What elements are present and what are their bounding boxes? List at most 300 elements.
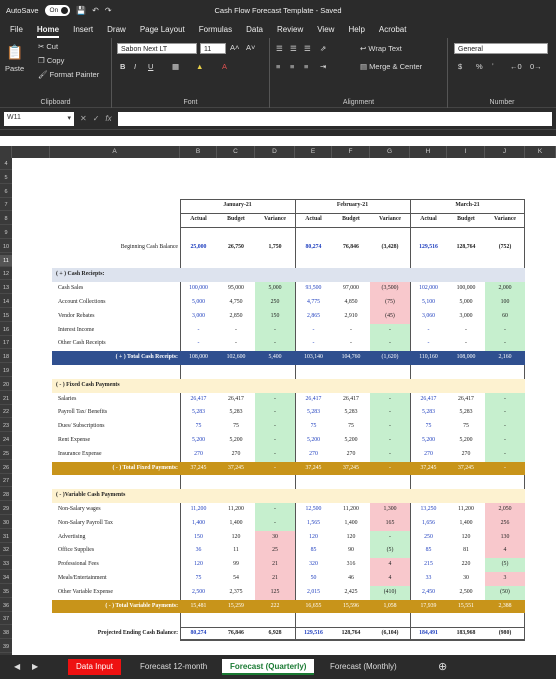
row-label[interactable]: Office Supplies bbox=[58, 547, 95, 554]
row-label[interactable]: Cash Sales bbox=[58, 285, 84, 292]
row-header[interactable]: 29 bbox=[0, 503, 12, 515]
value-cell[interactable]: 270 bbox=[346, 450, 356, 457]
value-cell[interactable]: 120 bbox=[194, 561, 203, 568]
value-cell[interactable]: 5,283 bbox=[229, 409, 243, 416]
variance-cell[interactable]: 2,050 bbox=[498, 506, 512, 512]
value-cell[interactable]: 11,200 bbox=[190, 506, 207, 512]
row-header[interactable]: 13 bbox=[0, 282, 12, 294]
value-cell[interactable]: 100,000 bbox=[189, 285, 208, 292]
value-cell[interactable]: 1,400 bbox=[459, 519, 473, 526]
row-header[interactable]: 27 bbox=[0, 475, 12, 487]
value-cell[interactable]: 320 bbox=[309, 561, 318, 568]
variance-cell[interactable]: 30 bbox=[272, 533, 278, 540]
align-bottom-icon[interactable]: ☰ bbox=[304, 44, 311, 53]
value-cell[interactable]: - bbox=[465, 340, 467, 347]
beginning-label[interactable]: Beginning Cash Balance bbox=[120, 243, 178, 250]
total-value[interactable]: 16,655 bbox=[305, 602, 322, 609]
row-header[interactable]: 33 bbox=[0, 558, 12, 570]
row-label[interactable]: Rent Expense bbox=[58, 437, 91, 443]
menu-view[interactable]: View bbox=[317, 25, 335, 34]
orientation-icon[interactable]: ⇗ bbox=[320, 44, 327, 53]
value-cell[interactable]: 5,000 bbox=[191, 299, 206, 305]
value-cell[interactable]: 120 bbox=[346, 533, 356, 540]
value-cell[interactable]: 30 bbox=[463, 575, 469, 581]
value-cell[interactable]: 1,400 bbox=[344, 519, 358, 526]
value-cell[interactable]: 2,015 bbox=[306, 588, 321, 595]
total-value[interactable]: 37,245 bbox=[228, 464, 244, 471]
currency-button[interactable]: $ bbox=[458, 62, 463, 71]
value-cell[interactable]: 90 bbox=[348, 547, 354, 554]
value-cell[interactable]: 54 bbox=[233, 575, 239, 581]
value-cell[interactable]: 316 bbox=[346, 561, 356, 568]
row-header[interactable]: 34 bbox=[0, 572, 12, 584]
menu-file[interactable]: File bbox=[10, 25, 23, 34]
value-cell[interactable]: 5,200 bbox=[229, 437, 243, 443]
value-cell[interactable]: 270 bbox=[231, 450, 241, 457]
total-value[interactable]: 103,140 bbox=[304, 354, 323, 361]
month-header[interactable]: February-21 bbox=[336, 202, 369, 209]
value-cell[interactable]: 75 bbox=[425, 423, 432, 430]
variance-cell[interactable]: 100 bbox=[500, 299, 510, 305]
scroll-right-icon[interactable]: ▶ bbox=[32, 662, 39, 671]
column-subheader[interactable]: Budget bbox=[342, 216, 360, 223]
ending-value[interactable]: 184,491 bbox=[419, 630, 438, 637]
column-subheader[interactable]: Actual bbox=[305, 216, 322, 223]
value-cell[interactable]: 75 bbox=[195, 423, 202, 430]
value-cell[interactable]: 36 bbox=[195, 547, 202, 554]
confirm-icon[interactable]: ✓ bbox=[92, 114, 100, 123]
value-cell[interactable]: 2,500 bbox=[459, 588, 473, 595]
value-cell[interactable]: - bbox=[197, 340, 200, 347]
variance-cell[interactable]: 4 bbox=[388, 575, 392, 581]
value-cell[interactable]: 5,283 bbox=[459, 409, 473, 416]
font-color-icon[interactable]: A bbox=[222, 62, 228, 71]
variance-cell[interactable]: - bbox=[389, 395, 391, 402]
variance-cell[interactable]: - bbox=[389, 340, 391, 347]
variance-cell[interactable]: 150 bbox=[270, 312, 280, 319]
variance-cell[interactable]: - bbox=[504, 450, 506, 457]
variance-cell[interactable]: 165 bbox=[385, 519, 395, 526]
value-cell[interactable]: 4,850 bbox=[344, 299, 358, 305]
value-cell[interactable]: - bbox=[312, 326, 315, 333]
row-header[interactable]: 32 bbox=[0, 544, 12, 556]
variance-cell[interactable]: - bbox=[389, 409, 391, 416]
value-cell[interactable]: 150 bbox=[194, 533, 203, 540]
value-cell[interactable]: 5,200 bbox=[344, 437, 358, 443]
value-cell[interactable]: 5,283 bbox=[191, 409, 206, 416]
align-top-icon[interactable]: ☰ bbox=[276, 44, 283, 53]
value-cell[interactable]: 2,450 bbox=[421, 588, 436, 595]
variance-cell[interactable]: - bbox=[504, 395, 506, 402]
column-subheader[interactable]: Actual bbox=[190, 216, 207, 223]
wrap-text-button[interactable]: ↩ Wrap Text bbox=[360, 44, 402, 53]
row-label[interactable]: Insurance Expense bbox=[58, 450, 102, 457]
row-header[interactable]: 35 bbox=[0, 586, 12, 598]
column-header[interactable]: B bbox=[180, 146, 217, 158]
variance-cell[interactable]: 5,000 bbox=[268, 285, 282, 292]
variance-cell[interactable]: - bbox=[389, 450, 391, 457]
variance-cell[interactable]: - bbox=[274, 423, 276, 430]
column-subheader[interactable]: Actual bbox=[420, 216, 437, 223]
row-header[interactable]: 39 bbox=[0, 641, 12, 653]
value-cell[interactable]: 46 bbox=[348, 575, 354, 581]
ending-value[interactable]: 76,846 bbox=[228, 630, 244, 637]
variance-cell[interactable]: 125 bbox=[270, 588, 280, 595]
undo-icon[interactable]: ↶ bbox=[92, 5, 99, 15]
value-cell[interactable]: 12,500 bbox=[305, 506, 322, 512]
row-label[interactable]: Payroll Tax/ Benefits bbox=[58, 409, 108, 416]
total-value[interactable]: (1,620) bbox=[381, 354, 399, 361]
row-header[interactable]: 19 bbox=[0, 365, 12, 377]
value-cell[interactable]: 11,200 bbox=[343, 506, 359, 512]
value-cell[interactable]: 120 bbox=[461, 533, 471, 540]
value-cell[interactable]: - bbox=[427, 340, 430, 347]
variance-cell[interactable]: 130 bbox=[500, 533, 510, 540]
comma-button[interactable]: ʼ bbox=[492, 62, 494, 71]
beginning-value[interactable]: 1,750 bbox=[268, 243, 282, 250]
value-cell[interactable]: 1,400 bbox=[191, 519, 206, 526]
row-label[interactable]: Vendor Rebates bbox=[58, 312, 95, 319]
value-cell[interactable]: 4,750 bbox=[229, 299, 243, 305]
value-cell[interactable]: 120 bbox=[309, 533, 318, 540]
section-header[interactable]: ( - )Variable Cash Payments bbox=[56, 492, 126, 499]
value-cell[interactable]: 33 bbox=[425, 575, 432, 581]
row-header[interactable]: 36 bbox=[0, 600, 12, 612]
variance-cell[interactable]: - bbox=[274, 437, 276, 443]
value-cell[interactable]: 81 bbox=[463, 547, 469, 554]
menu-insert[interactable]: Insert bbox=[73, 25, 94, 34]
add-sheet-icon[interactable]: ⊕ bbox=[438, 661, 448, 673]
value-cell[interactable]: 2,910 bbox=[344, 312, 358, 319]
variance-cell[interactable]: 250 bbox=[270, 299, 280, 305]
total-value[interactable]: 2,388 bbox=[498, 602, 512, 609]
beginning-value[interactable]: (3,428) bbox=[381, 243, 399, 250]
total-label[interactable]: ( - ) Total Fixed Payments: bbox=[112, 464, 178, 471]
underline-button[interactable]: U bbox=[148, 62, 154, 71]
row-header[interactable]: 5 bbox=[0, 172, 12, 184]
variance-cell[interactable]: 256 bbox=[500, 519, 510, 526]
variance-cell[interactable]: (410) bbox=[383, 588, 397, 595]
menu-home[interactable]: Home bbox=[37, 25, 59, 38]
number-format-select[interactable]: General bbox=[454, 43, 548, 54]
variance-cell[interactable]: - bbox=[274, 409, 276, 416]
menu-formulas[interactable]: Formulas bbox=[198, 25, 233, 34]
variance-cell[interactable]: 21 bbox=[272, 561, 278, 568]
variance-cell[interactable]: - bbox=[389, 326, 391, 333]
value-cell[interactable]: 102,000 bbox=[419, 285, 438, 292]
value-cell[interactable]: 250 bbox=[424, 533, 433, 540]
total-value[interactable]: 104,760 bbox=[341, 354, 361, 361]
ending-value[interactable]: (980) bbox=[498, 630, 512, 637]
ending-value[interactable]: 183,968 bbox=[456, 630, 476, 637]
row-label[interactable]: Other Variable Expense bbox=[58, 588, 113, 595]
align-left-icon[interactable]: ≡ bbox=[276, 62, 281, 71]
value-cell[interactable]: 75 bbox=[463, 423, 469, 430]
beginning-value[interactable]: 25,000 bbox=[190, 243, 207, 250]
value-cell[interactable]: 85 bbox=[425, 547, 432, 554]
column-subheader[interactable]: Variance bbox=[378, 216, 401, 223]
variance-cell[interactable]: - bbox=[504, 340, 506, 347]
value-cell[interactable]: 99 bbox=[233, 561, 239, 568]
value-cell[interactable]: - bbox=[197, 326, 200, 333]
column-header[interactable]: E bbox=[295, 146, 332, 158]
row-header[interactable]: 12 bbox=[0, 268, 12, 280]
variance-cell[interactable]: (3,500) bbox=[381, 285, 399, 292]
variance-cell[interactable]: 2,000 bbox=[498, 285, 512, 292]
font-size-select[interactable]: 11 bbox=[200, 43, 226, 54]
variance-cell[interactable]: - bbox=[389, 437, 391, 443]
value-cell[interactable]: 2,425 bbox=[344, 588, 358, 595]
row-header[interactable]: 25 bbox=[0, 448, 12, 460]
row-label[interactable]: Professional Fees bbox=[58, 561, 99, 568]
row-label[interactable]: Account Collections bbox=[58, 299, 106, 305]
autosave-toggle[interactable]: On bbox=[45, 5, 71, 16]
value-cell[interactable]: 270 bbox=[309, 450, 318, 457]
beginning-value[interactable]: 80,274 bbox=[305, 243, 322, 250]
row-header[interactable]: 14 bbox=[0, 296, 12, 308]
row-header[interactable]: 7 bbox=[0, 199, 12, 211]
tab-forecast-monthly[interactable]: Forecast (Monthly) bbox=[330, 662, 397, 671]
ending-value[interactable]: (6,104) bbox=[381, 630, 399, 637]
value-cell[interactable]: 13,250 bbox=[420, 506, 437, 512]
menu-review[interactable]: Review bbox=[277, 25, 304, 34]
column-subheader[interactable]: Budget bbox=[457, 216, 475, 223]
variance-cell[interactable]: - bbox=[504, 423, 506, 430]
value-cell[interactable]: 85 bbox=[310, 547, 317, 554]
redo-icon[interactable]: ↷ bbox=[104, 5, 112, 15]
value-cell[interactable]: 26,417 bbox=[343, 395, 359, 402]
grow-font-button[interactable]: A˄ bbox=[230, 43, 240, 52]
value-cell[interactable]: - bbox=[465, 326, 467, 333]
merge-center-button[interactable]: ▤ Merge & Center bbox=[360, 62, 423, 71]
value-cell[interactable]: 75 bbox=[233, 423, 239, 430]
variance-cell[interactable]: (75) bbox=[385, 299, 395, 305]
value-cell[interactable]: 26,417 bbox=[190, 395, 207, 402]
value-cell[interactable]: 2,865 bbox=[306, 312, 321, 319]
row-header[interactable]: 38 bbox=[0, 627, 12, 639]
tab-forecast-12-month[interactable]: Forecast 12-month bbox=[140, 662, 208, 671]
total-value[interactable]: - bbox=[504, 464, 506, 471]
row-header[interactable]: 4 bbox=[0, 158, 12, 170]
row-header[interactable]: 23 bbox=[0, 420, 12, 432]
value-cell[interactable]: 5,283 bbox=[306, 409, 321, 416]
month-header[interactable]: January-21 bbox=[223, 202, 252, 209]
value-cell[interactable]: 215 bbox=[424, 561, 433, 568]
row-label[interactable]: Non-Salary Payroll Tax bbox=[58, 519, 113, 526]
ending-value[interactable]: 6,928 bbox=[268, 630, 282, 637]
value-cell[interactable]: 5,283 bbox=[421, 409, 436, 416]
column-header[interactable]: J bbox=[485, 146, 525, 158]
value-cell[interactable]: - bbox=[350, 340, 352, 347]
column-header[interactable]: C bbox=[217, 146, 255, 158]
value-cell[interactable]: 3,000 bbox=[191, 312, 206, 319]
month-header[interactable]: March-21 bbox=[455, 202, 480, 209]
variance-cell[interactable]: 4 bbox=[503, 547, 507, 554]
cancel-icon[interactable]: ✕ bbox=[80, 114, 87, 123]
value-cell[interactable]: 220 bbox=[461, 561, 471, 568]
formula-input[interactable] bbox=[118, 112, 552, 126]
variance-cell[interactable]: - bbox=[389, 423, 391, 430]
value-cell[interactable]: 120 bbox=[231, 533, 241, 540]
variance-cell[interactable]: - bbox=[274, 395, 276, 402]
value-cell[interactable]: 2,375 bbox=[229, 588, 243, 595]
variance-cell[interactable]: - bbox=[274, 450, 276, 457]
value-cell[interactable]: 50 bbox=[310, 575, 317, 581]
total-value[interactable]: 102,600 bbox=[226, 354, 246, 361]
row-header[interactable]: 30 bbox=[0, 517, 12, 529]
scroll-left-icon[interactable]: ◀ bbox=[14, 662, 21, 671]
total-value[interactable]: 15,596 bbox=[343, 602, 359, 609]
total-value[interactable]: 108,000 bbox=[189, 354, 208, 361]
value-cell[interactable]: 1,400 bbox=[229, 519, 243, 526]
value-cell[interactable]: - bbox=[427, 326, 430, 333]
variance-cell[interactable]: 25 bbox=[272, 547, 278, 554]
value-cell[interactable]: 75 bbox=[310, 423, 317, 430]
value-cell[interactable]: - bbox=[312, 340, 315, 347]
ending-label[interactable]: Projected Ending Cash Balance: bbox=[97, 630, 178, 637]
value-cell[interactable]: 11,200 bbox=[228, 506, 244, 512]
column-header[interactable]: A bbox=[50, 146, 180, 158]
row-header[interactable]: 16 bbox=[0, 324, 12, 336]
variance-cell[interactable]: - bbox=[274, 326, 276, 333]
total-value[interactable]: 37,245 bbox=[343, 464, 359, 471]
column-header[interactable]: H bbox=[410, 146, 447, 158]
value-cell[interactable]: 75 bbox=[348, 423, 354, 430]
value-cell[interactable]: 100,000 bbox=[456, 285, 476, 292]
beginning-value[interactable]: 26,750 bbox=[228, 243, 244, 250]
total-value[interactable]: 15,551 bbox=[458, 602, 474, 609]
value-cell[interactable]: 4,775 bbox=[306, 299, 321, 305]
variance-cell[interactable]: - bbox=[274, 506, 276, 512]
total-value[interactable]: 2,160 bbox=[498, 354, 512, 361]
row-header[interactable]: 18 bbox=[0, 351, 12, 363]
value-cell[interactable]: 5,200 bbox=[421, 437, 436, 443]
row-label[interactable]: Salaries bbox=[58, 395, 77, 402]
value-cell[interactable]: - bbox=[235, 326, 237, 333]
value-cell[interactable]: 5,200 bbox=[459, 437, 473, 443]
value-cell[interactable]: 5,283 bbox=[344, 409, 358, 416]
column-subheader[interactable]: Variance bbox=[493, 216, 516, 223]
column-header[interactable]: G bbox=[370, 146, 410, 158]
variance-cell[interactable]: - bbox=[389, 533, 391, 540]
menu-help[interactable]: Help bbox=[348, 25, 365, 34]
row-label[interactable]: Other Cash Receipts bbox=[58, 340, 106, 347]
value-cell[interactable]: 5,200 bbox=[306, 437, 321, 443]
total-value[interactable]: 108,000 bbox=[456, 354, 476, 361]
total-value[interactable]: 1,058 bbox=[383, 602, 397, 609]
total-value[interactable]: 5,400 bbox=[268, 354, 282, 361]
align-middle-icon[interactable]: ☰ bbox=[290, 44, 297, 53]
total-value[interactable]: - bbox=[274, 464, 276, 471]
row-header[interactable]: 26 bbox=[0, 462, 12, 474]
value-cell[interactable]: 75 bbox=[195, 575, 202, 581]
variance-cell[interactable]: - bbox=[504, 437, 506, 443]
menu-acrobat[interactable]: Acrobat bbox=[378, 25, 407, 34]
column-header[interactable]: F bbox=[332, 146, 370, 158]
beginning-value[interactable]: (752) bbox=[498, 243, 512, 250]
row-header[interactable]: 24 bbox=[0, 434, 12, 446]
column-subheader[interactable]: Budget bbox=[227, 216, 245, 223]
value-cell[interactable]: 93,500 bbox=[305, 285, 322, 292]
column-header[interactable]: D bbox=[255, 146, 295, 158]
function-icon[interactable]: fx bbox=[105, 114, 112, 123]
value-cell[interactable]: 26,417 bbox=[305, 395, 322, 402]
variance-cell[interactable]: 1,300 bbox=[383, 506, 397, 512]
variance-cell[interactable]: 60 bbox=[502, 312, 508, 319]
total-value[interactable]: 15,481 bbox=[190, 602, 207, 609]
row-header[interactable]: 28 bbox=[0, 489, 12, 501]
variance-cell[interactable]: 4 bbox=[388, 561, 392, 568]
value-cell[interactable]: 3,060 bbox=[421, 312, 436, 319]
row-header[interactable]: 20 bbox=[0, 379, 12, 391]
column-header-spacer[interactable] bbox=[12, 146, 50, 158]
cut-button[interactable]: ✂ Cut bbox=[38, 42, 59, 51]
variance-cell[interactable]: 3 bbox=[503, 575, 507, 581]
ending-value[interactable]: 129,516 bbox=[304, 630, 323, 637]
indent-icon[interactable]: ⇥ bbox=[320, 62, 327, 71]
variance-cell[interactable]: (5) bbox=[501, 561, 509, 568]
column-header[interactable]: I bbox=[447, 146, 485, 158]
total-value[interactable]: 17,939 bbox=[420, 602, 437, 609]
align-right-icon[interactable]: ≡ bbox=[304, 62, 309, 71]
row-header[interactable]: 31 bbox=[0, 531, 12, 543]
menu-draw[interactable]: Draw bbox=[107, 25, 126, 34]
font-name-select[interactable]: Sabon Next LT bbox=[117, 43, 197, 54]
variance-cell[interactable]: - bbox=[504, 409, 506, 416]
row-header[interactable]: 8 bbox=[0, 213, 12, 225]
value-cell[interactable]: - bbox=[235, 340, 237, 347]
total-label[interactable]: ( + ) Total Cash Receipts: bbox=[115, 354, 178, 361]
total-value[interactable]: 37,245 bbox=[420, 464, 437, 471]
shrink-font-button[interactable]: A˅ bbox=[246, 43, 256, 52]
value-cell[interactable]: 1,656 bbox=[421, 519, 436, 526]
value-cell[interactable]: 3,000 bbox=[459, 312, 473, 319]
value-cell[interactable]: 11 bbox=[233, 547, 239, 554]
decrease-decimal-icon[interactable]: 0→ bbox=[530, 62, 542, 71]
row-label[interactable]: Advertising bbox=[58, 533, 86, 540]
value-cell[interactable]: 95,000 bbox=[228, 285, 244, 292]
total-value[interactable]: 37,245 bbox=[458, 464, 474, 471]
ending-value[interactable]: 80,274 bbox=[190, 630, 207, 637]
column-subheader[interactable]: Variance bbox=[263, 216, 286, 223]
menu-data[interactable]: Data bbox=[246, 25, 263, 34]
fill-color-icon[interactable]: ▲ bbox=[196, 62, 204, 71]
row-header[interactable]: 22 bbox=[0, 406, 12, 418]
row-header[interactable]: 11 bbox=[0, 255, 12, 267]
save-icon[interactable]: 💾 bbox=[76, 5, 87, 15]
percent-button[interactable]: % bbox=[476, 62, 483, 71]
beginning-value[interactable]: 128,764 bbox=[456, 243, 476, 250]
variance-cell[interactable]: - bbox=[274, 519, 276, 526]
row-header[interactable]: 9 bbox=[0, 227, 12, 239]
value-cell[interactable]: 2,850 bbox=[229, 312, 243, 319]
column-header[interactable]: K bbox=[525, 146, 556, 158]
value-cell[interactable]: - bbox=[350, 326, 352, 333]
value-cell[interactable]: 270 bbox=[461, 450, 471, 457]
align-center-icon[interactable]: ≡ bbox=[290, 62, 295, 71]
row-header[interactable]: 17 bbox=[0, 337, 12, 349]
format-painter-button[interactable]: 🖌 Format Painter bbox=[38, 70, 100, 79]
value-cell[interactable]: 26,417 bbox=[228, 395, 244, 402]
value-cell[interactable]: 5,100 bbox=[421, 299, 436, 305]
tab-forecast-quarterly[interactable]: Forecast (Quarterly) bbox=[222, 659, 314, 675]
variance-cell[interactable]: - bbox=[504, 326, 506, 333]
row-header[interactable]: 21 bbox=[0, 393, 12, 405]
value-cell[interactable]: 26,417 bbox=[458, 395, 474, 402]
row-label[interactable]: Dues/ Subscriptions bbox=[58, 423, 105, 430]
value-cell[interactable]: 1,565 bbox=[306, 519, 321, 526]
increase-decimal-icon[interactable]: ←0 bbox=[510, 62, 522, 71]
